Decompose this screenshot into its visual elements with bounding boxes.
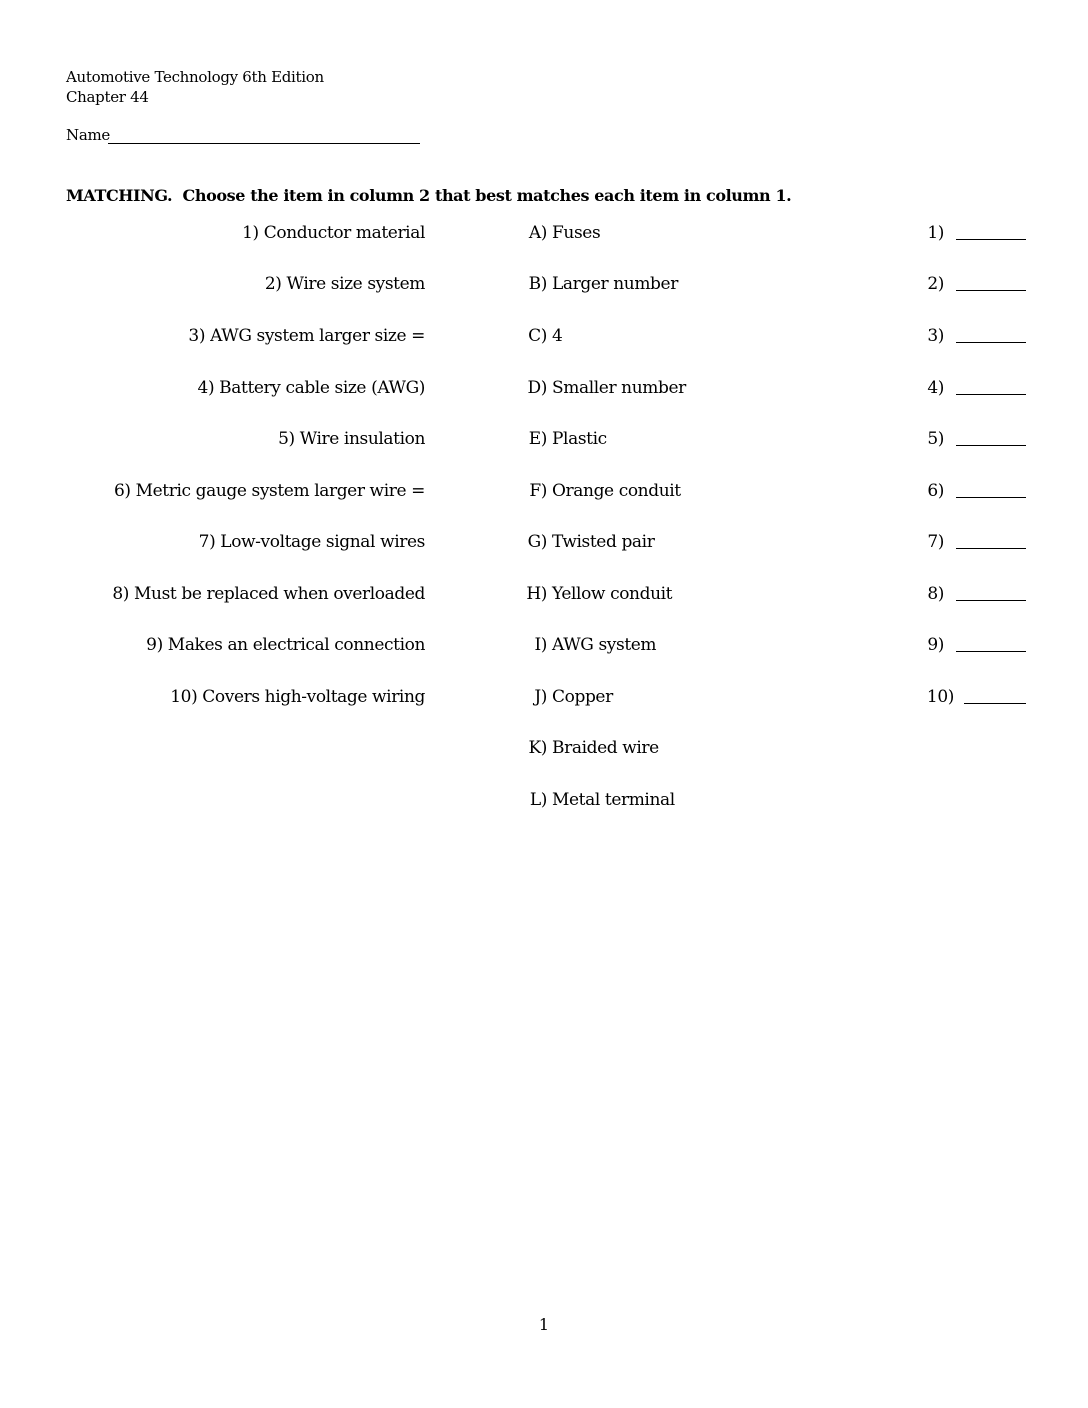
option-item — [515, 223, 600, 243]
option-item — [515, 584, 672, 604]
answer-blank[interactable] — [956, 497, 1026, 498]
question-item: 5) Wire insulation — [278, 429, 425, 449]
option-letter: A) — [528, 223, 547, 243]
option-item — [515, 378, 686, 398]
answer-number: 10) — [926, 687, 954, 707]
question-item: 9) Makes an electrical connection — [146, 635, 425, 655]
option-letter: K) — [528, 738, 547, 758]
option-item — [515, 790, 675, 810]
question-item: 10) Covers high-voltage wiring — [170, 687, 425, 707]
option-item — [515, 274, 678, 294]
answer-blank[interactable] — [956, 290, 1026, 291]
answer-number: 3) — [927, 326, 944, 346]
question-item: 4) Battery cable size (AWG) — [197, 378, 425, 398]
answer-row — [912, 532, 1026, 552]
option-letter: E) — [528, 429, 547, 449]
option-text: Metal terminal — [552, 790, 675, 810]
name-label: Name — [66, 126, 110, 144]
answer-blank[interactable] — [956, 342, 1026, 343]
answer-number: 5) — [927, 429, 944, 449]
option-item — [515, 429, 607, 449]
option-item — [515, 635, 656, 655]
answer-number: 6) — [927, 481, 944, 501]
worksheet-title: Automotive Technology 6th Edition — [66, 68, 324, 86]
answer-row — [912, 429, 1026, 449]
option-letter: I) — [534, 635, 547, 655]
answer-row — [912, 326, 1026, 346]
option-text: Larger number — [552, 274, 678, 294]
question-item: 8) Must be replaced when overloaded — [112, 584, 425, 604]
answer-number: 1) — [927, 223, 944, 243]
answer-row — [912, 584, 1026, 604]
question-item: 3) AWG system larger size = — [188, 326, 425, 346]
matching-instructions: MATCHING. Choose the item in column 2 that best matches each item in column 1. — [66, 186, 792, 205]
option-letter: C) — [528, 326, 547, 346]
option-letter: B) — [528, 274, 547, 294]
option-text: Copper — [552, 687, 613, 707]
option-letter: L) — [529, 790, 547, 810]
option-letter: J) — [534, 687, 547, 707]
option-text: Fuses — [552, 223, 601, 243]
option-letter: F) — [529, 481, 547, 501]
question-item: 2) Wire size system — [264, 274, 425, 294]
answer-blank[interactable] — [956, 548, 1026, 549]
page-number: 1 — [538, 1315, 550, 1334]
option-text: AWG system — [552, 635, 657, 655]
option-item — [515, 687, 613, 707]
answer-row — [912, 687, 1026, 707]
answer-blank[interactable] — [956, 445, 1026, 446]
option-item — [515, 738, 659, 758]
option-text: Orange conduit — [552, 481, 681, 501]
answer-blank[interactable] — [956, 239, 1026, 240]
option-text: Smaller number — [552, 378, 686, 398]
answer-number: 8) — [927, 584, 944, 604]
chapter-label: Chapter 44 — [66, 88, 149, 106]
answer-number: 4) — [927, 378, 944, 398]
question-item: 6) Metric gauge system larger wire = — [113, 481, 425, 501]
option-text: 4 — [552, 326, 563, 346]
answer-row — [912, 481, 1026, 501]
answer-row — [912, 274, 1026, 294]
answer-number: 7) — [927, 532, 944, 552]
answer-row — [912, 635, 1026, 655]
answer-blank[interactable] — [956, 600, 1026, 601]
answer-blank[interactable] — [956, 394, 1026, 395]
answer-row — [912, 378, 1026, 398]
answer-number: 9) — [927, 635, 944, 655]
name-field-line[interactable] — [108, 143, 420, 144]
option-letter: D) — [527, 378, 547, 398]
option-item — [515, 532, 654, 552]
option-letter: H) — [526, 584, 547, 604]
option-item — [515, 326, 562, 346]
option-item — [515, 481, 681, 501]
answer-number: 2) — [927, 274, 944, 294]
option-letter: G) — [527, 532, 547, 552]
option-text: Plastic — [552, 429, 607, 449]
answer-blank[interactable] — [964, 703, 1026, 704]
option-text: Twisted pair — [552, 532, 655, 552]
answer-blank[interactable] — [956, 651, 1026, 652]
option-text: Braided wire — [552, 738, 659, 758]
answer-row — [912, 223, 1026, 243]
question-item: 7) Low-voltage signal wires — [198, 532, 425, 552]
question-item: 1) Conductor material — [242, 223, 425, 243]
option-text: Yellow conduit — [552, 584, 673, 604]
